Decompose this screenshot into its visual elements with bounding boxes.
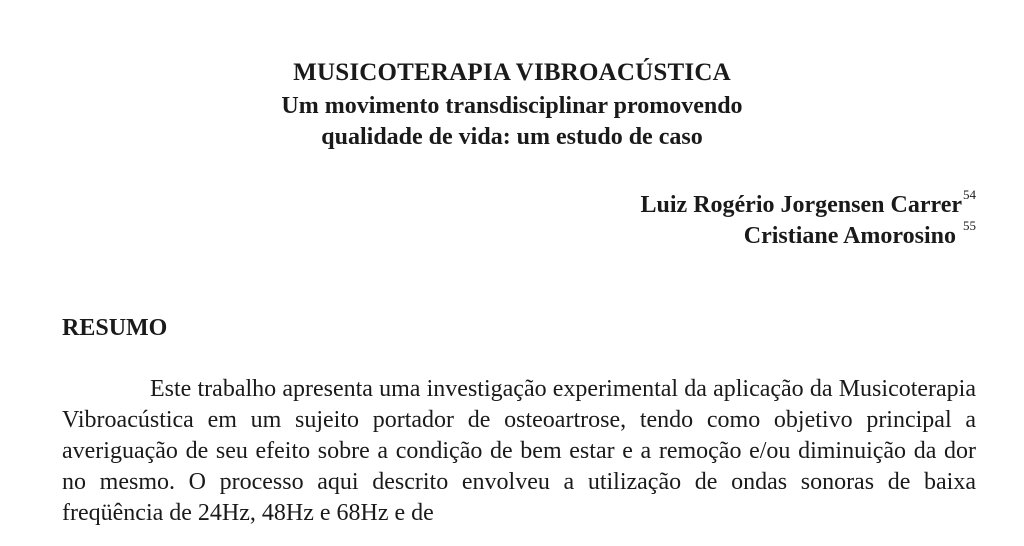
paper-subtitle-line-2: qualidade de vida: um estudo de caso: [321, 124, 703, 150]
author-2-footnote: 55: [963, 218, 976, 233]
author-1: [641, 185, 976, 219]
author-2: [744, 216, 976, 250]
abstract-paragraph: Este trabalho apresenta uma investigação experimental da aplicação da Musicoterapia Vibroacústica em um sujeito portador de osteoartrose, tendo como objetivo principal a averiguação de seu efeito sobre a condição de bem estar e a remoção e/ou diminuição da dor no mesmo. O processo aqui descrito envolveu a utilização de ondas sonoras de baixa freqüência de 24Hz, 48Hz e 68Hz e de: [62, 376, 976, 526]
author-1-name: Luiz Rogério Jorgensen Carrer: [640, 192, 962, 218]
author-1-footnote: 54: [963, 187, 976, 202]
paper-title: MUSICOTERAPIA VIBROACÚSTICA: [293, 59, 731, 86]
section-heading-resumo: RESUMO: [62, 315, 168, 341]
author-2-name: Cristiane Amorosino: [743, 223, 956, 249]
paper-subtitle-line-1: Um movimento transdisciplinar promovendo: [281, 93, 743, 119]
